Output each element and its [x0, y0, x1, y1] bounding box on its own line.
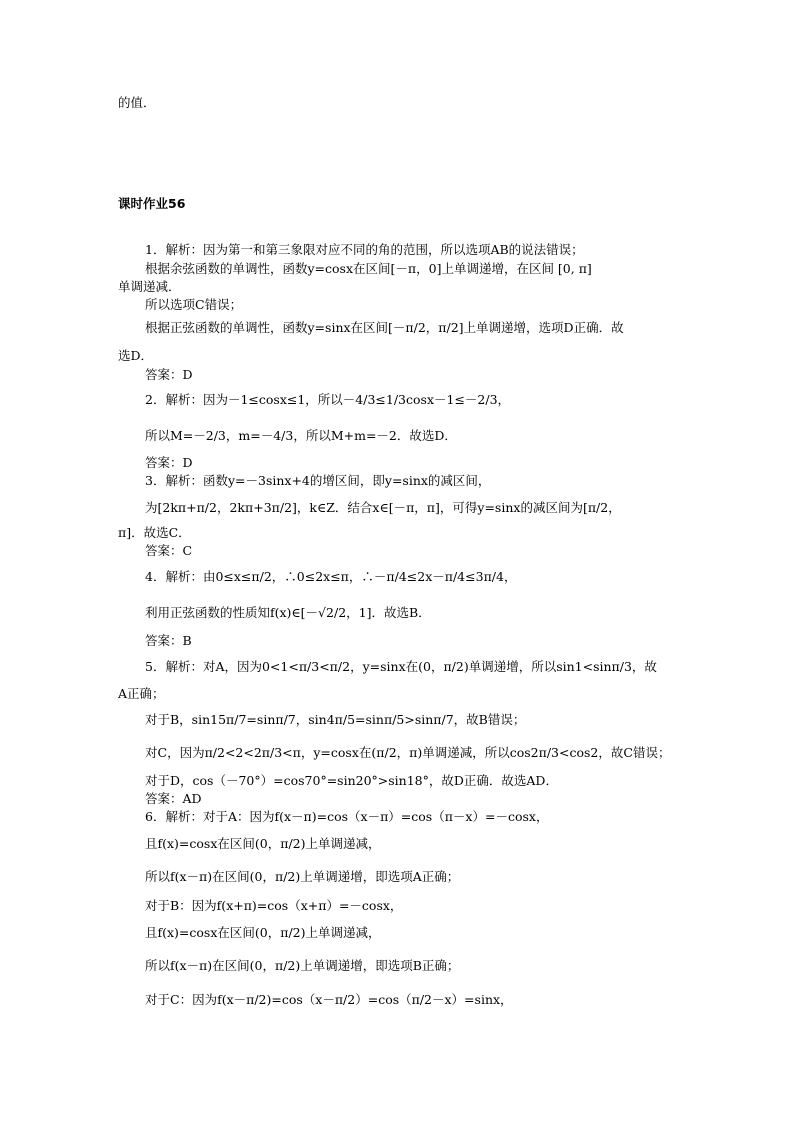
line-1: 1．解析：因为第一和第三象限对应不同的角的范围，所以选项AB的说法错误； [145, 242, 584, 257]
line-5: 根据正弦函数的单调性，函数y=sinx在区间[－π/2，π/2]上单调递增，选项D正确．故 [145, 320, 624, 335]
line-30: 对于C：因为f(x－π/2)=cos（x－π/2）=cos（π/2－x）=sinx， [145, 992, 513, 1007]
line-24: 6．解析：对于A：因为f(x－π)=cos（x－π）=cos（π－x）=－cosx， [145, 809, 549, 824]
line-6: 选D． [118, 348, 154, 363]
line-17: 答案：B [145, 633, 192, 648]
line-16: 利用正弦函数的性质知f(x)∈[－√2/2，1]．故选B． [145, 605, 431, 620]
line-20: 对于B，sin15π/7=sinπ/7，sin4π/5=sinπ/5>sinπ/7，故B错误； [145, 712, 526, 727]
line-23: 答案：AD [145, 791, 202, 806]
line-25: 且f(x)=cosx在区间(0，π/2)上单调递减， [145, 836, 381, 851]
line-13: π]．故选C． [118, 525, 191, 540]
line-28: 且f(x)=cosx在区间(0，π/2)上单调递减， [145, 925, 381, 940]
line-21: 对C，因为π/2<2<2π/3<π，y=cosx在(π/2，π)单调递减，所以cos2π/3<cos2，故C错误； [145, 745, 671, 760]
line-2: 根据余弦函数的单调性，函数y=cosx在区间[－π，0]上单调递增，在区间 [0, π] [145, 261, 592, 276]
line-4: 所以选项C错误； [145, 297, 243, 312]
line-29: 所以f(x－π)在区间(0，π/2)上单调递增，即选项B正确； [145, 958, 460, 973]
line-19: A正确； [118, 686, 165, 701]
line-12: 为[2kπ+π/2，2kπ+3π/2]，k∈Z．结合x∈[－π，π]，可得y=sinx的减区间为[π/2， [145, 500, 621, 515]
section-title: 课时作业56 [118, 196, 186, 211]
line-3: 单调递减． [118, 279, 181, 294]
line-15: 4．解析：由0≤x≤π/2，∴0≤2x≤π，∴－π/4≤2x－π/4≤3π/4， [145, 569, 517, 584]
line-27: 对于B：因为f(x+π)=cos（x+π）=－cosx， [145, 898, 403, 913]
line-18: 5．解析：对A，因为0<1<π/3<π/2，y=sinx在(0，π/2)单调递增，所以sin1<sinπ/3，故 [145, 659, 657, 674]
line-14: 答案：C [145, 543, 193, 558]
line-8: 2．解析：因为－1≤cosx≤1，所以－4/3≤1/3cosx－1≤－2/3， [145, 392, 511, 407]
line-10: 答案：D [145, 455, 193, 470]
line-26: 所以f(x－π)在区间(0，π/2)上单调递增，即选项A正确； [145, 869, 460, 884]
line-11: 3．解析：函数y=－3sinx+4的增区间，即y=sinx的减区间， [145, 473, 491, 488]
line-9: 所以M=－2/3，m=－4/3，所以M+m=－2．故选D． [145, 428, 457, 443]
line-7: 答案：D [145, 367, 193, 382]
intro-tail: 的值． [118, 95, 156, 110]
line-22: 对于D，cos（－70°）=cos70°=sin20°>sin18°，故D正确．故选AD． [145, 773, 558, 788]
